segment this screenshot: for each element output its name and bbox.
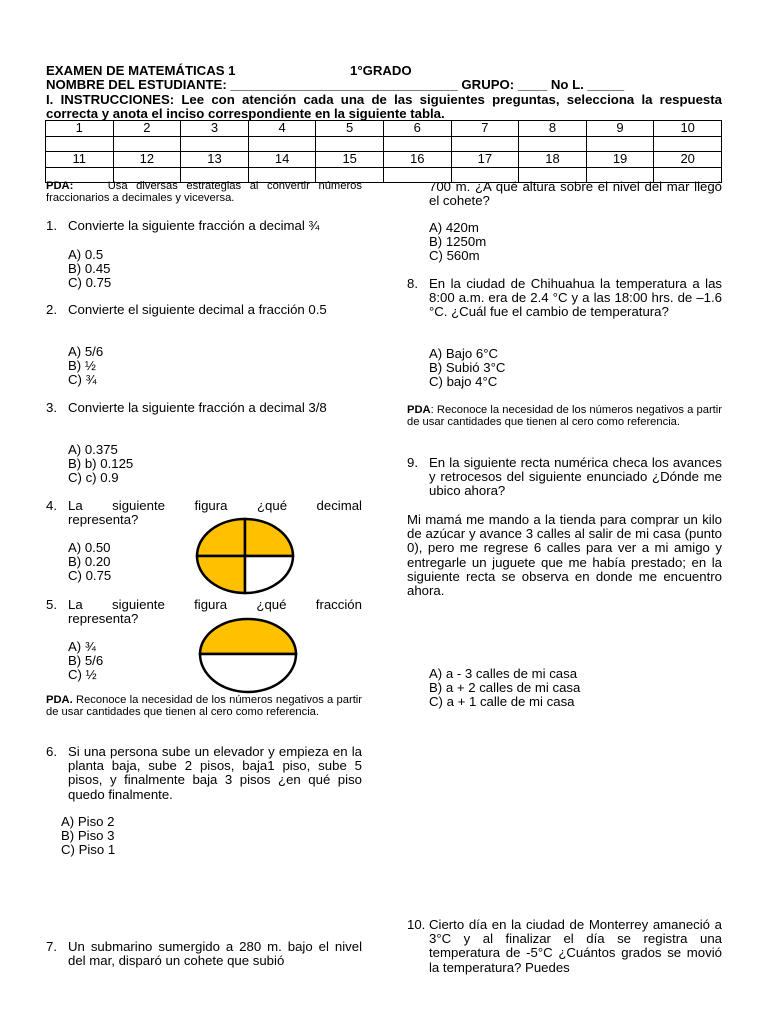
- answer-cell[interactable]: [316, 136, 384, 152]
- answer-number: 7: [451, 121, 519, 137]
- word: representa?: [68, 611, 139, 627]
- grade-label: 1°GRADO: [350, 63, 412, 78]
- answer-number: 18: [519, 152, 587, 168]
- question-text: En la ciudad de Chihuahua la temperatura a las 8:00 a.m. era de 2.4 °C y a las 18:00 hrs. de –1.6 °C. ¿Cuál fue el cambio de temperatura?: [429, 276, 722, 320]
- half-top: [200, 619, 296, 654]
- quadrant-top-left: [197, 519, 245, 556]
- word: ¿qué: [256, 498, 288, 513]
- answer-cell[interactable]: [46, 136, 114, 152]
- pda-negative-numbers-2: [407, 404, 722, 429]
- option-c[interactable]: C) bajo 4°C: [429, 374, 498, 390]
- answer-cell[interactable]: [519, 136, 587, 152]
- option-b[interactable]: B) ½: [68, 358, 96, 374]
- option-a[interactable]: A) 0.50: [68, 540, 111, 555]
- question-number: 8.: [407, 276, 418, 291]
- answer-number: 6: [383, 121, 451, 137]
- question-number: 9.: [407, 455, 418, 470]
- answer-cell[interactable]: [586, 136, 654, 152]
- answer-number: 8: [519, 121, 587, 137]
- answer-cell[interactable]: [654, 136, 722, 152]
- question-8-options: [429, 347, 505, 390]
- word: figura: [194, 498, 228, 513]
- word: fracción: [315, 597, 362, 612]
- three-quarters-circle-figure: [190, 516, 300, 596]
- question-9-story: Mi mamá me mando a la tienda para comprar un kilo de azúcar y avance 3 calles al salir de mi casa (punto 0), pero me regrese 6 calles para ver a mi amigo y entregarle un juguete que me había prestado; en la siguiente recta se observa en donde me encuentro ahora.: [407, 512, 722, 599]
- option-b[interactable]: B) 5/6: [68, 653, 104, 669]
- answer-table-header-row-2: [46, 152, 722, 168]
- question-number: 5.: [46, 597, 57, 612]
- option-c[interactable]: C) ½: [68, 667, 97, 683]
- half-bottom: [200, 654, 296, 692]
- answer-cell[interactable]: [181, 136, 249, 152]
- pda-label: PDA: [407, 404, 431, 416]
- answer-number: 10: [654, 121, 722, 137]
- option-b[interactable]: B) a + 2 calles de mi casa: [429, 680, 581, 696]
- word: La: [68, 498, 83, 513]
- answer-number: 16: [383, 152, 451, 168]
- question-3-options: [68, 443, 133, 486]
- question-text: Si una persona sube un elevador y empieza en la planta baja, sube 2 pisos, baja1 piso, sube 5 pisos, y finalmente baja 3 pisos ¿en qué piso quedo finalmente.: [68, 744, 362, 802]
- question-text: Un submarino sumergido a 280 m. bajo el nivel del mar, disparó un cohete que subió: [68, 939, 362, 969]
- option-a[interactable]: A) Piso 2: [61, 814, 115, 829]
- question-10: [407, 918, 722, 975]
- option-a[interactable]: A) a - 3 calles de mi casa: [429, 666, 578, 681]
- answer-table-blank-row-1: [46, 136, 722, 152]
- question-5-options: [68, 640, 103, 683]
- option-c[interactable]: C) 560m: [429, 248, 480, 264]
- question-3: [46, 401, 362, 415]
- question-9-options: [429, 667, 580, 710]
- question-number: 7.: [46, 939, 57, 954]
- option-a[interactable]: A) 0.5: [68, 247, 104, 262]
- answer-number: 5: [316, 121, 384, 137]
- question-7-options: [429, 221, 486, 264]
- option-c[interactable]: C) Piso 1: [61, 842, 116, 858]
- option-b[interactable]: B) Piso 3: [61, 828, 115, 844]
- question-number: 6.: [46, 744, 57, 759]
- word: siguiente: [111, 597, 165, 612]
- option-c[interactable]: C) 0.75: [68, 568, 112, 584]
- instructions: I. INSTRUCCIONES: Lee con atención cada una de las siguientes preguntas, selecciona la respuesta correcta y anota el inciso correspondiente en la siguiente tabla.: [46, 92, 722, 121]
- option-a[interactable]: A) 0.375: [68, 442, 118, 457]
- answer-number: 13: [181, 152, 249, 168]
- question-1-options: [68, 248, 111, 291]
- word: ¿qué: [256, 597, 287, 612]
- option-a[interactable]: A) 420m: [429, 220, 479, 235]
- pda-text: Usa diversas estrategias al convertir números fraccionarios a decimales y viceversa.: [46, 180, 362, 205]
- pda-text: : Reconoce la necesidad de los números negativos a partir de usar cantidades que tienen al cero como referencia.: [407, 404, 722, 429]
- answer-number: 3: [181, 121, 249, 137]
- question-number: 4.: [46, 498, 57, 513]
- question-text: Convierte la siguiente fracción a decimal 3/8: [68, 400, 327, 415]
- word: La: [68, 597, 83, 612]
- answer-number: 4: [248, 121, 316, 137]
- option-a[interactable]: A) ¾: [68, 639, 96, 654]
- option-c[interactable]: C) 0.75: [68, 275, 112, 291]
- answer-cell[interactable]: [113, 136, 181, 152]
- option-b[interactable]: B) Subió 3°C: [429, 360, 506, 376]
- answer-number: 1: [46, 121, 114, 137]
- pda-negative-numbers: [46, 694, 362, 719]
- quadrant-bottom-left: [197, 556, 245, 593]
- question-number: 1.: [46, 218, 57, 233]
- answer-number: 11: [46, 152, 114, 168]
- answer-cell[interactable]: [383, 136, 451, 152]
- answer-number: 20: [654, 152, 722, 168]
- option-c[interactable]: C) ¾: [68, 372, 97, 388]
- question-2: [46, 303, 362, 317]
- answer-cell[interactable]: [451, 136, 519, 152]
- answer-table: [45, 120, 722, 183]
- word: representa?: [68, 512, 139, 528]
- word: siguiente: [112, 498, 165, 513]
- pda-conversion: [46, 180, 362, 205]
- answer-number: 9: [586, 121, 654, 137]
- question-7: [46, 940, 362, 968]
- option-b[interactable]: B) 0.45: [68, 261, 111, 277]
- pda-label: PDA.: [46, 694, 73, 706]
- question-number: 3.: [46, 400, 57, 415]
- option-c[interactable]: C) a + 1 calle de mi casa: [429, 694, 575, 710]
- question-9: [407, 456, 722, 499]
- option-b[interactable]: B) b) 0.125: [68, 456, 134, 472]
- question-6-options: [61, 815, 115, 858]
- quadrant-top-right: [245, 519, 293, 556]
- answer-number: 17: [451, 152, 519, 168]
- option-b[interactable]: B) 1250m: [429, 234, 487, 250]
- question-number: 2.: [46, 302, 57, 317]
- question-text: Convierte el siguiente decimal a fracción 0.5: [68, 302, 327, 317]
- answer-number: 19: [586, 152, 654, 168]
- question-6: [46, 745, 362, 802]
- answer-number: 14: [248, 152, 316, 168]
- pda-label: PDA:: [46, 180, 74, 192]
- answer-number: 2: [113, 121, 181, 137]
- word: decimal: [316, 498, 362, 513]
- pda-text: Reconoce la necesidad de los números negativos a partir de usar cantidades que tienen al cero como referencia.: [46, 694, 363, 719]
- option-c[interactable]: C) c) 0.9: [68, 470, 119, 486]
- question-7-continuation: 700 m. ¿A qué altura sobre el nivel del mar llegó el cohete?: [429, 179, 722, 209]
- option-a[interactable]: A) Bajo 6°C: [429, 346, 499, 361]
- question-4-options: [68, 541, 111, 584]
- exam-title: EXAMEN DE MATEMÁTICAS 1: [46, 63, 236, 78]
- answer-number: 15: [316, 152, 384, 168]
- question-text: En la siguiente recta numérica checa los avances y retrocesos del siguiente enunciado ¿Dónde me ubico ahora?: [429, 455, 722, 499]
- question-2-options: [68, 345, 103, 388]
- question-text: Cierto día en la ciudad de Monterrey amaneció a 3°C y al finalizar el día se registra una temperatura de -5°C ¿Cuántos grados se movió la temperatura? Puedes: [429, 917, 722, 975]
- student-name-line[interactable]: NOMBRE DEL ESTUDIANTE: _______________________________ GRUPO: ____ No L. _____: [46, 77, 625, 92]
- answer-number: 12: [113, 152, 181, 168]
- question-1: [46, 219, 362, 233]
- option-b[interactable]: B) 0.20: [68, 554, 111, 570]
- question-8: [407, 277, 722, 320]
- answer-cell[interactable]: [248, 136, 316, 152]
- half-circle-figure: [196, 616, 300, 696]
- option-a[interactable]: A) 5/6: [68, 344, 104, 359]
- question-number: 10.: [407, 917, 426, 932]
- answer-table-header-row-1: [46, 121, 722, 137]
- word: figura: [194, 597, 228, 612]
- question-text: Convierte la siguiente fracción a decimal ¾: [68, 218, 320, 233]
- quadrant-bottom-right: [245, 556, 293, 593]
